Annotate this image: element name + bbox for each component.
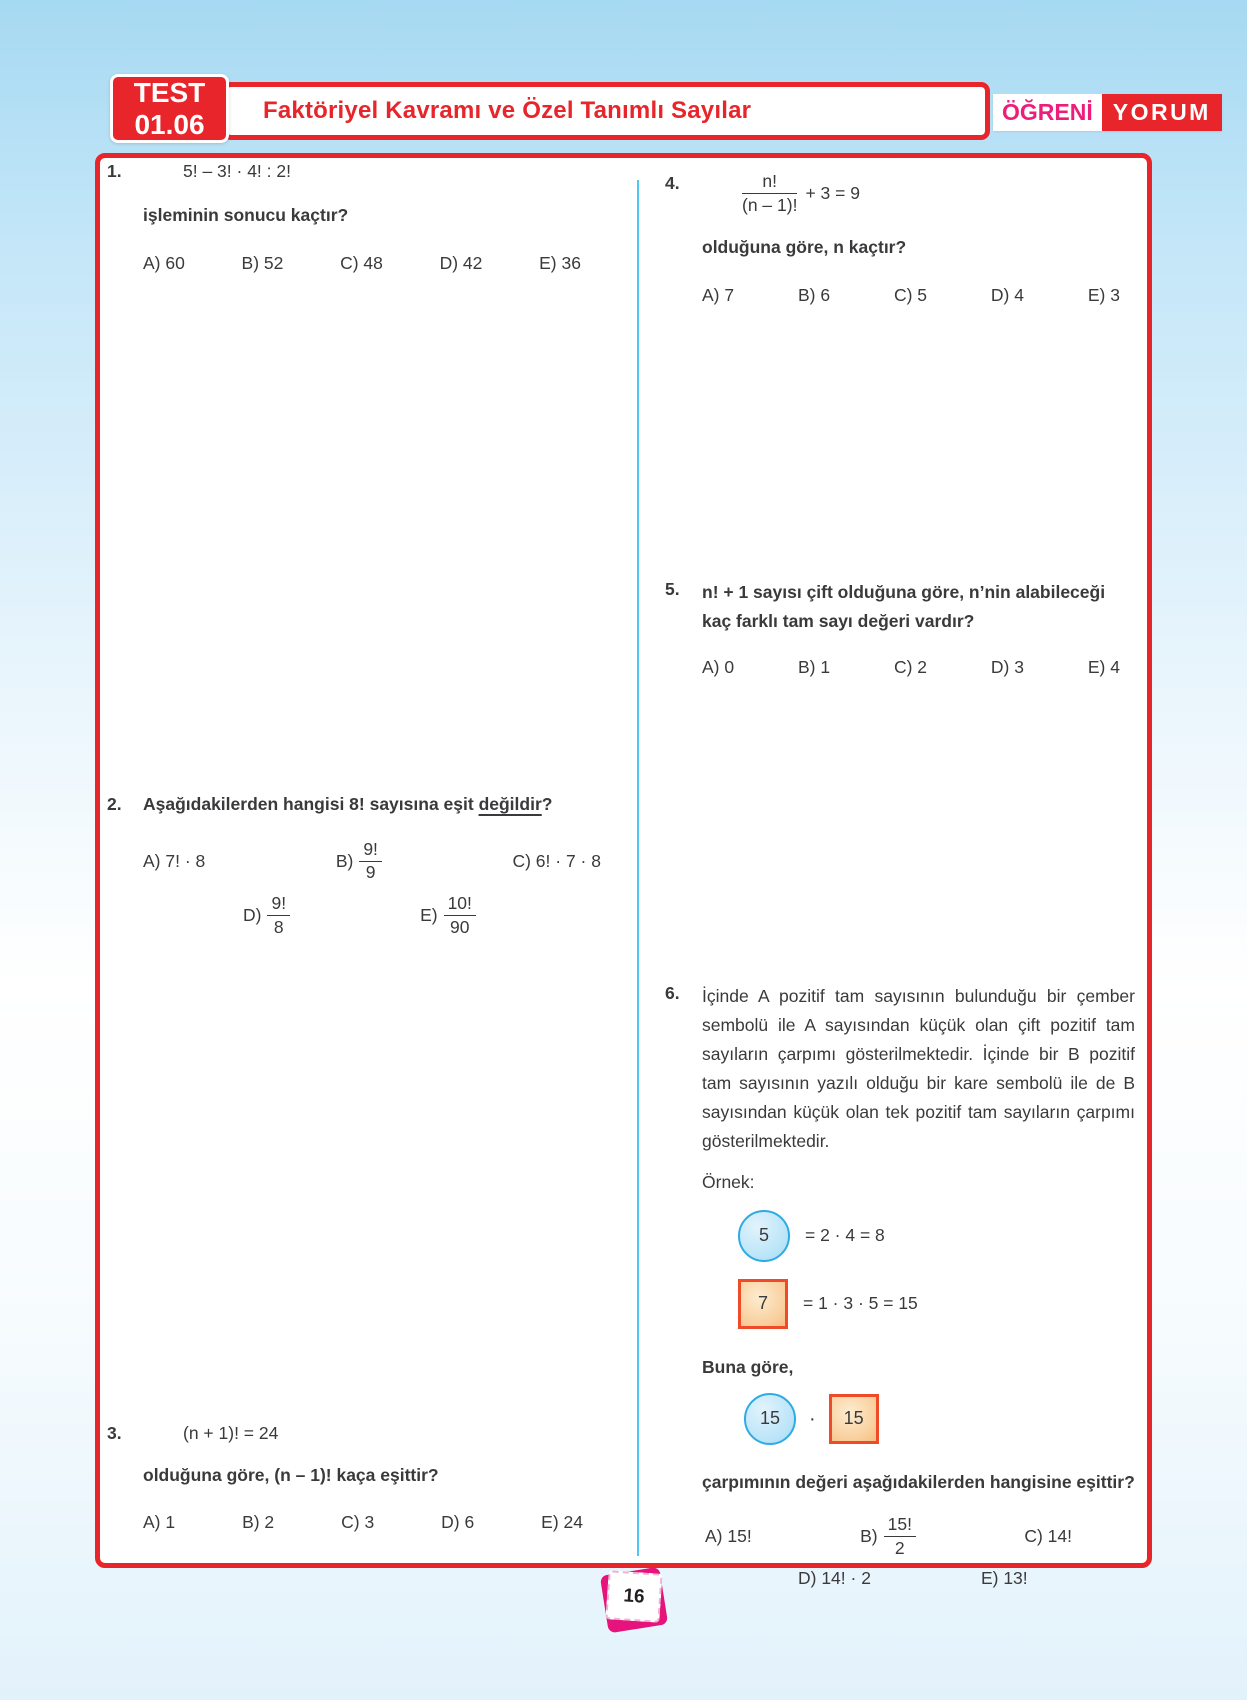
brand-logo-right: YORUM bbox=[1102, 94, 1222, 131]
q4-equation bbox=[702, 172, 1133, 215]
q5-option-b: B) 1 bbox=[797, 656, 831, 677]
page-title: Faktöriyel Kavramı ve Özel Tanımlı Sayılar bbox=[263, 97, 752, 124]
q5-option-e: E) 4 bbox=[1087, 656, 1120, 677]
q6-options-row-2 bbox=[702, 1567, 1135, 1590]
test-code: 01.06 bbox=[134, 108, 205, 140]
q2-prompt-before: Aşağıdakilerden hangisi 8! sayısına eşit bbox=[143, 794, 479, 814]
q2-option-e-letter: E) bbox=[420, 905, 438, 926]
q5-number: 5. bbox=[665, 579, 680, 599]
q4-fraction: $\frac{n!}{(n - 1)!}$ bbox=[742, 171, 798, 215]
q5-option-d: D) 3 bbox=[990, 656, 1024, 677]
circle-symbol-15: 15 bbox=[744, 1393, 796, 1445]
q2-option-e bbox=[420, 894, 476, 937]
test-number-box bbox=[110, 74, 229, 143]
q2-option-c: C) 6! · 7 · 8 bbox=[512, 850, 601, 871]
q2-options-row-2 bbox=[143, 894, 603, 937]
q6-product-expression bbox=[702, 1393, 1135, 1445]
question-4 bbox=[665, 172, 1133, 307]
q5-option-c: C) 2 bbox=[893, 656, 928, 677]
q2-option-b-letter: B) bbox=[335, 850, 354, 871]
q1-option-d: D) 42 bbox=[439, 252, 483, 273]
q5-options bbox=[702, 656, 1120, 679]
q4-option-d: D) 4 bbox=[990, 284, 1024, 305]
q6-body-text: İçinde A pozitif tam sayısının bulunduğu bir çember sembolü ile A sayısından küçük olan çift pozitif tam sayıların çarpımı gösterilmektedir. İçinde bir B pozitif tam sayısının yazılı olduğu bir kare sembolü ile de B sayısından küçük olan tek pozitif tam sayıların çarpımı gösterilmektedir. bbox=[702, 986, 1135, 1151]
question-1 bbox=[107, 160, 583, 274]
q6-option-c: C) 14! bbox=[1024, 1526, 1072, 1547]
square-symbol: 7 bbox=[738, 1279, 788, 1329]
q3-formula: (n + 1)! = 24 bbox=[183, 1423, 279, 1443]
multiplication-dot: · bbox=[809, 1407, 816, 1430]
q5-option-a: A) 0 bbox=[702, 656, 735, 677]
q6-option-b-fraction: $\frac{15!}{2}$ bbox=[884, 1515, 916, 1558]
q6-circle-example bbox=[702, 1210, 1135, 1262]
q6-options-row-1 bbox=[702, 1515, 1072, 1558]
question-3 bbox=[107, 1422, 583, 1533]
q6-lead-in: Buna göre, bbox=[702, 1356, 794, 1377]
q2-option-d bbox=[243, 894, 290, 937]
question-2 bbox=[107, 793, 603, 937]
column-divider bbox=[637, 180, 639, 1556]
q3-prompt: olduğuna göre, (n – 1)! kaça eşittir? bbox=[143, 1464, 439, 1485]
q4-prompt: olduğuna göre, n kaçtır? bbox=[702, 237, 907, 258]
q1-formula: 5! – 3! · 4! : 2! bbox=[183, 161, 291, 181]
q1-number: 1. bbox=[107, 161, 122, 181]
q1-option-c: C) 48 bbox=[340, 252, 383, 273]
q2-option-d-letter: D) bbox=[243, 905, 262, 926]
q6-square-example bbox=[702, 1279, 1135, 1329]
q3-option-d: D) 6 bbox=[441, 1511, 475, 1532]
q6-number: 6. bbox=[665, 983, 680, 1003]
q3-option-b: B) 2 bbox=[242, 1511, 275, 1532]
header-title-bar bbox=[222, 82, 990, 140]
q3-option-a: A) 1 bbox=[143, 1511, 176, 1532]
q2-option-b-fraction: $\frac{9!}{9}$ bbox=[359, 840, 382, 883]
q2-prompt-underlined: değildir bbox=[478, 794, 542, 814]
q1-options bbox=[143, 252, 581, 275]
q2-prompt bbox=[143, 793, 603, 816]
page-number: 16 bbox=[622, 1584, 646, 1608]
q6-option-b bbox=[860, 1515, 916, 1558]
q2-prompt-after: ? bbox=[541, 794, 553, 814]
q2-number: 2. bbox=[107, 794, 122, 814]
q3-options bbox=[143, 1511, 583, 1534]
q6-option-b-letter: B) bbox=[860, 1526, 878, 1547]
q4-option-b: B) 6 bbox=[797, 284, 831, 305]
test-label: TEST bbox=[133, 76, 206, 108]
q6-example-label: Örnek: bbox=[702, 1172, 755, 1192]
q2-option-d-fraction: $\frac{9!}{8}$ bbox=[267, 894, 290, 937]
q3-option-c: C) 3 bbox=[341, 1511, 375, 1532]
q6-option-d: D) 14! · 2 bbox=[798, 1568, 871, 1589]
q4-option-c: C) 5 bbox=[893, 284, 928, 305]
q5-prompt: n! + 1 sayısı çift olduğuna göre, n’nin alabileceği kaç farklı tam sayı değeri vardır? bbox=[702, 582, 1106, 631]
q4-equation-rest: + 3 = 9 bbox=[805, 183, 860, 204]
q4-option-e: E) 3 bbox=[1087, 284, 1120, 305]
q6-circle-example-equation: = 2 · 4 = 8 bbox=[805, 1225, 885, 1246]
brand-logo bbox=[993, 94, 1222, 131]
q2-options-row-1 bbox=[143, 840, 601, 883]
brand-logo-left: ÖĞRENİ bbox=[993, 94, 1102, 131]
q1-option-b: B) 52 bbox=[241, 252, 284, 273]
q2-option-a: A) 7! · 8 bbox=[143, 850, 206, 871]
q6-prompt: çarpımının değeri aşağıdakilerden hangisine eşittir? bbox=[702, 1471, 1135, 1492]
page-number-badge bbox=[604, 1571, 664, 1629]
question-5 bbox=[665, 578, 1135, 679]
question-6 bbox=[665, 982, 1135, 1590]
q3-number: 3. bbox=[107, 1423, 122, 1443]
q6-option-e: E) 13! bbox=[980, 1568, 1028, 1589]
q6-square-example-equation: = 1 · 3 · 5 = 15 bbox=[803, 1293, 918, 1314]
q3-option-e: E) 24 bbox=[541, 1511, 583, 1532]
q1-option-a: A) 60 bbox=[143, 252, 185, 273]
q4-number: 4. bbox=[665, 173, 680, 193]
square-symbol-15: 15 bbox=[829, 1394, 879, 1444]
badge-face bbox=[605, 1570, 662, 1623]
circle-symbol: 5 bbox=[738, 1210, 790, 1262]
q4-options bbox=[702, 284, 1120, 307]
q2-option-e-fraction: $\frac{10!}{90}$ bbox=[444, 894, 476, 937]
q4-option-a: A) 7 bbox=[702, 284, 735, 305]
q1-prompt: işleminin sonucu kaçtır? bbox=[143, 204, 349, 225]
q2-option-b bbox=[336, 840, 382, 883]
q1-option-e: E) 36 bbox=[539, 252, 581, 273]
q6-option-a: A) 15! bbox=[705, 1526, 752, 1547]
